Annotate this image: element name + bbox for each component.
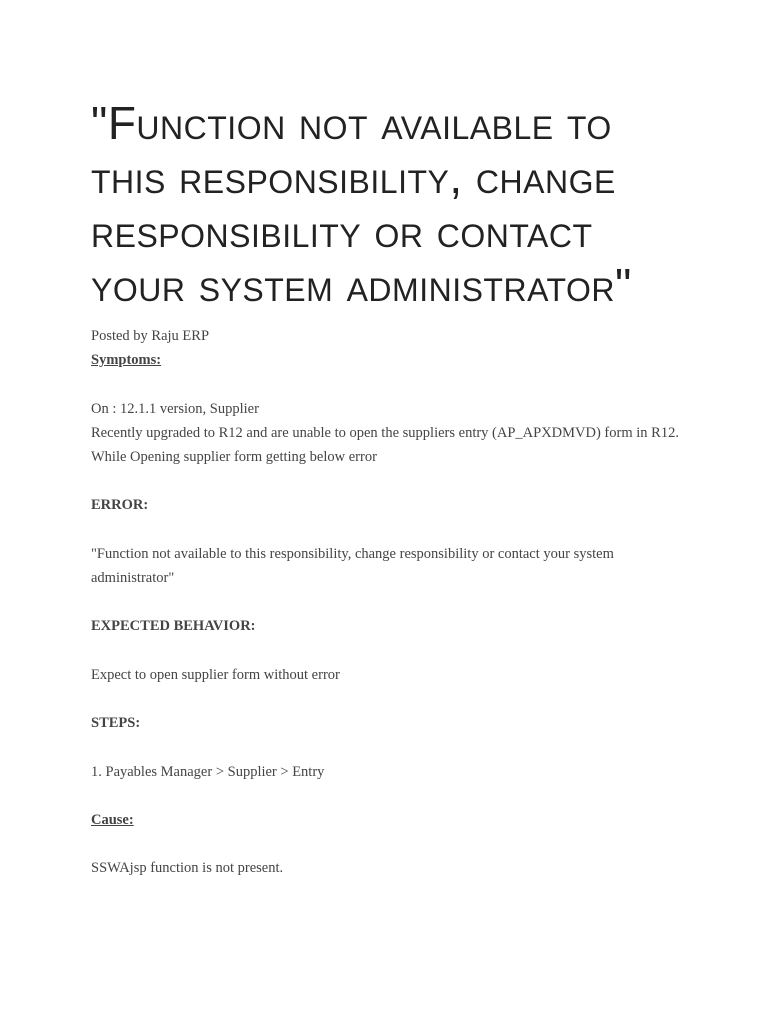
- cause-heading: Cause:: [91, 811, 134, 828]
- spacer: [91, 639, 691, 663]
- spacer: [91, 469, 691, 493]
- article-title: "Function not available to this responsibility, change responsibility or contact your system administrator": [91, 97, 632, 311]
- step-item: 1. Payables Manager > Supplier > Entry: [91, 763, 325, 780]
- spacer: [91, 372, 691, 396]
- expected-behavior-text: Expect to open supplier form without error: [91, 666, 340, 683]
- error-heading: ERROR:: [91, 497, 149, 514]
- posted-by: Posted by Raju ERP: [91, 328, 210, 344]
- error-message: "Function not available to this responsibility, change responsibility or contact your system administrator": [91, 545, 614, 586]
- article: [91, 96, 691, 881]
- spacer: [91, 735, 691, 759]
- spacer: [91, 784, 691, 808]
- expected-behavior-heading: EXPECTED BEHAVIOR:: [91, 618, 256, 635]
- problem-description: Recently upgraded to R12 and are unable to open the suppliers entry (AP_APXDMVD) form in R12. While Opening supplier form getting below error: [91, 424, 679, 465]
- spacer: [91, 687, 691, 711]
- steps-heading: STEPS:: [91, 715, 141, 732]
- symptoms-heading: Symptoms:: [91, 352, 162, 369]
- version-info: On : 12.1.1 version, Supplier: [91, 400, 259, 417]
- cause-text: SSWAjsp function is not present.: [91, 860, 284, 877]
- article-body: [91, 324, 691, 881]
- spacer: [91, 518, 691, 542]
- spacer: [91, 590, 691, 614]
- spacer: [91, 832, 691, 856]
